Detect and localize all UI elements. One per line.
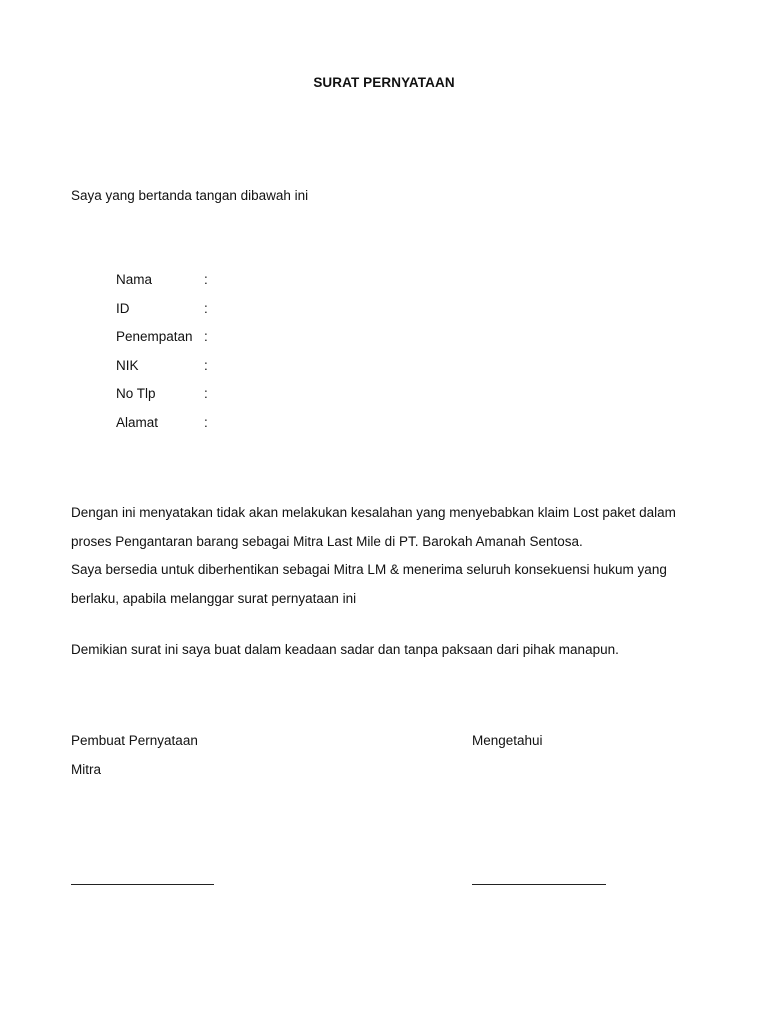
field-label: Alamat — [116, 414, 159, 430]
statement-line: berlaku, apabila melanggar surat pernyataan ini — [71, 590, 357, 606]
field-row-id — [116, 301, 214, 330]
document-title: SURAT PERNYATAAN — [313, 75, 455, 90]
field-label: Nama — [116, 272, 153, 287]
field-row-nik — [116, 358, 214, 387]
signature-line-right — [472, 884, 606, 885]
signature-block-left — [71, 727, 198, 784]
statement-body — [71, 499, 711, 613]
identity-fields — [116, 272, 214, 444]
signer-role: Pembuat Pernyataan — [71, 733, 198, 748]
intro-text: Saya yang bertanda tangan dibawah ini — [71, 188, 309, 203]
field-row-nama — [116, 272, 214, 301]
statement-line: proses Pengantaran barang sebagai Mitra Last Mile di PT. Barokah Amanah Sentosa. — [71, 533, 583, 549]
signature-block-right — [472, 727, 543, 756]
field-label: No Tlp — [116, 386, 156, 402]
field-colon: : — [204, 272, 208, 287]
signer-subrole: Mitra — [71, 761, 101, 777]
field-row-alamat — [116, 415, 214, 444]
field-label: NIK — [116, 357, 139, 373]
statement-line: Dengan ini menyatakan tidak akan melakukan kesalahan yang menyebabkan klaim Lost paket dalam — [71, 505, 676, 520]
acknowledger-role: Mengetahui — [472, 733, 543, 748]
field-colon: : — [204, 386, 208, 402]
field-label: Penempatan — [116, 329, 193, 345]
field-label: ID — [116, 300, 130, 316]
field-colon: : — [204, 300, 208, 316]
signature-line-left — [71, 884, 214, 885]
field-row-penempatan — [116, 329, 214, 358]
field-colon: : — [204, 414, 208, 430]
closing-text: Demikian surat ini saya buat dalam keadaan sadar dan tanpa paksaan dari pihak manapun. — [71, 642, 619, 657]
field-colon: : — [204, 357, 208, 373]
field-colon: : — [204, 329, 208, 345]
field-row-no-tlp — [116, 386, 214, 415]
statement-line: Saya bersedia untuk diberhentikan sebagai Mitra LM & menerima seluruh konsekuensi hukum yang — [71, 562, 667, 578]
